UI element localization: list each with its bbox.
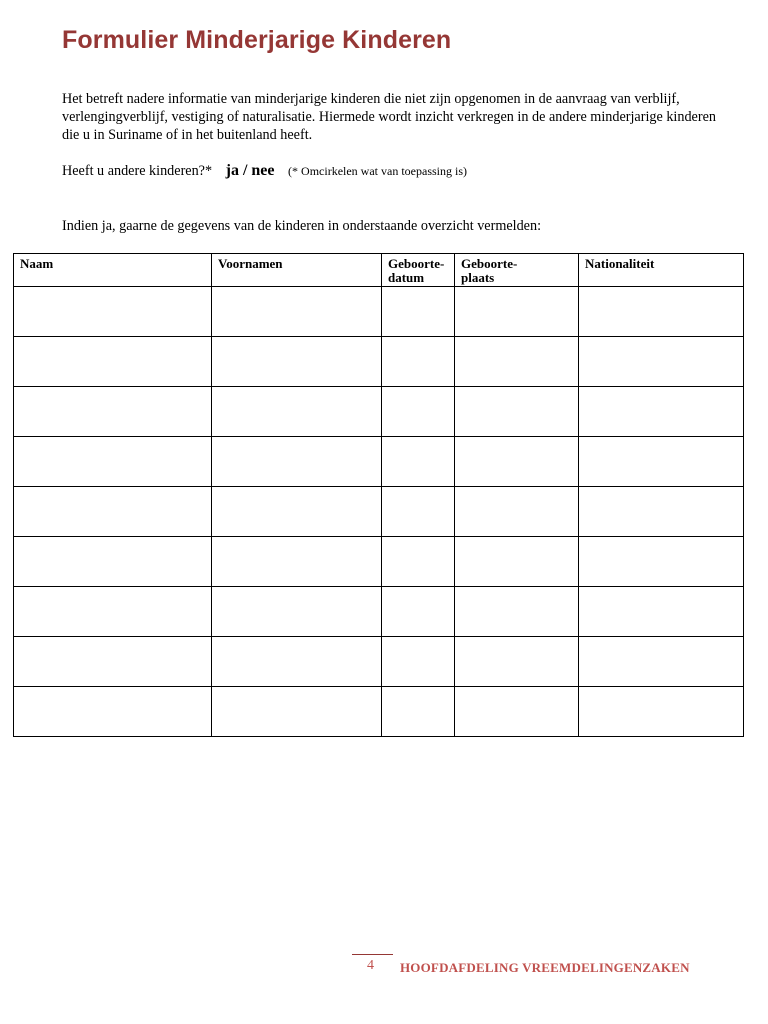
- table-row: [14, 587, 744, 637]
- children-table: [13, 253, 744, 737]
- form-title: Formulier Minderjarige Kinderen: [62, 26, 452, 54]
- cell-naam[interactable]: [14, 537, 212, 587]
- yes-no-choice[interactable]: ja / nee: [225, 162, 275, 179]
- page-number: 4: [367, 958, 374, 973]
- cell-geboortedatum[interactable]: [382, 687, 455, 737]
- cell-geboorteplaats[interactable]: [455, 287, 579, 337]
- cell-voornamen[interactable]: [212, 387, 382, 437]
- cell-geboortedatum[interactable]: [382, 637, 455, 687]
- cell-geboortedatum[interactable]: [382, 437, 455, 487]
- cell-geboortedatum[interactable]: [382, 537, 455, 587]
- cell-naam[interactable]: [14, 687, 212, 737]
- cell-naam[interactable]: [14, 287, 212, 337]
- intro-paragraph: Het betreft nadere informatie van minderjarige kinderen die niet zijn opgenomen in de aanvraag van verblijf, verlengingverblijf, vestiging of naturalisatie. Hiermede wordt inzicht verkregen in de andere minderjarige kinderen die u in Suriname of in het buitenland heeft.: [62, 91, 716, 143]
- cell-voornamen[interactable]: [212, 487, 382, 537]
- cell-geboortedatum[interactable]: [382, 387, 455, 437]
- cell-naam[interactable]: [14, 437, 212, 487]
- cell-nationaliteit[interactable]: [579, 437, 744, 487]
- table-row: [14, 687, 744, 737]
- table-row: [14, 337, 744, 387]
- cell-voornamen[interactable]: [212, 287, 382, 337]
- cell-geboortedatum[interactable]: [382, 487, 455, 537]
- cell-geboorteplaats[interactable]: [455, 587, 579, 637]
- cell-geboorteplaats[interactable]: [455, 537, 579, 587]
- cell-nationaliteit[interactable]: [579, 287, 744, 337]
- cell-naam[interactable]: [14, 587, 212, 637]
- cell-naam[interactable]: [14, 337, 212, 387]
- cell-voornamen[interactable]: [212, 437, 382, 487]
- footer-department: HOOFDAFDELING VREEMDELINGENZAKEN: [400, 960, 690, 975]
- cell-nationaliteit[interactable]: [579, 637, 744, 687]
- header-voornamen: Voornamen: [212, 254, 382, 287]
- cell-voornamen[interactable]: [212, 637, 382, 687]
- table-row: [14, 437, 744, 487]
- cell-naam[interactable]: [14, 387, 212, 437]
- table-instruction: Indien ja, gaarne de gegevens van de kinderen in onderstaande overzicht vermelden:: [62, 218, 542, 234]
- circle-note: (* Omcirkelen wat van toepassing is): [288, 164, 467, 178]
- children-question: [62, 162, 467, 180]
- table-row: [14, 537, 744, 587]
- cell-naam[interactable]: [14, 487, 212, 537]
- cell-voornamen[interactable]: [212, 687, 382, 737]
- cell-naam[interactable]: [14, 637, 212, 687]
- header-nationaliteit: Nationaliteit: [579, 254, 744, 287]
- header-geboorteplaats: Geboorte- plaats: [455, 254, 579, 287]
- cell-geboorteplaats[interactable]: [455, 487, 579, 537]
- cell-nationaliteit[interactable]: [579, 587, 744, 637]
- header-geboortedatum: Geboorte- datum: [382, 254, 455, 287]
- table-row: [14, 487, 744, 537]
- header-naam: Naam: [14, 254, 212, 287]
- cell-geboorteplaats[interactable]: [455, 387, 579, 437]
- table-row: [14, 387, 744, 437]
- table-row: [14, 637, 744, 687]
- cell-geboortedatum[interactable]: [382, 587, 455, 637]
- question-text: Heeft u andere kinderen?*: [62, 163, 213, 179]
- cell-nationaliteit[interactable]: [579, 687, 744, 737]
- cell-geboortedatum[interactable]: [382, 287, 455, 337]
- cell-geboorteplaats[interactable]: [455, 437, 579, 487]
- table-body: [14, 287, 744, 737]
- cell-geboorteplaats[interactable]: [455, 337, 579, 387]
- cell-voornamen[interactable]: [212, 537, 382, 587]
- footer-divider: [352, 954, 393, 955]
- table-row: [14, 287, 744, 337]
- cell-voornamen[interactable]: [212, 337, 382, 387]
- cell-geboorteplaats[interactable]: [455, 637, 579, 687]
- cell-voornamen[interactable]: [212, 587, 382, 637]
- cell-nationaliteit[interactable]: [579, 487, 744, 537]
- cell-nationaliteit[interactable]: [579, 537, 744, 587]
- cell-nationaliteit[interactable]: [579, 387, 744, 437]
- cell-nationaliteit[interactable]: [579, 337, 744, 387]
- cell-geboorteplaats[interactable]: [455, 687, 579, 737]
- cell-geboortedatum[interactable]: [382, 337, 455, 387]
- table-header-row: [14, 254, 744, 287]
